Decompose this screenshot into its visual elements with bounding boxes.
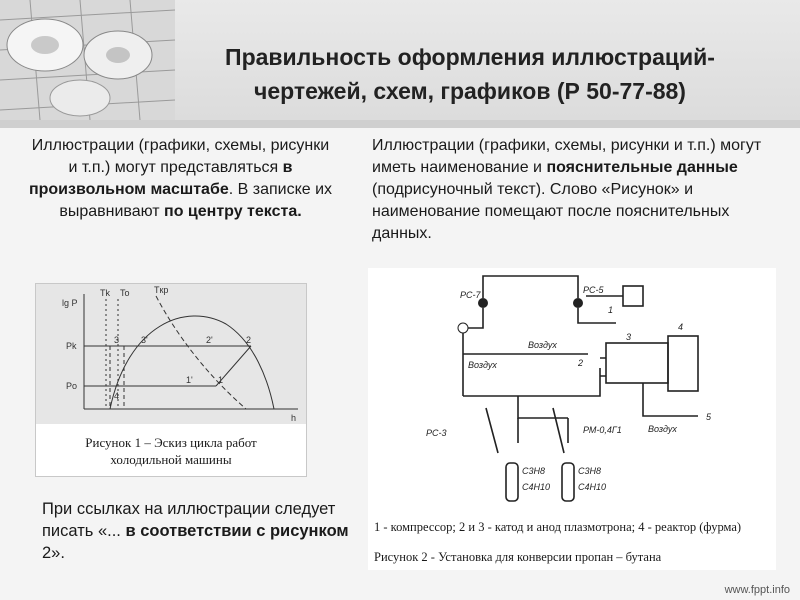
gas-c4h10-left: C4H10: [522, 482, 551, 492]
air-label-1: Воздух: [528, 340, 557, 350]
emphasis-reference: в соответствии с рисунком: [125, 522, 349, 540]
right-paragraph: Иллюстрации (графики, схемы, рисунки и т.п.) могут иметь наименование и пояснительные данные (подрисуночный текст). Слово «Рисунок» и наименование помещают после пояснительных данных.: [372, 137, 762, 242]
point-4-label: 4: [114, 391, 120, 401]
header: [0, 0, 800, 120]
gas-c3h8-left: C3H8: [522, 466, 546, 476]
point-1-label: 1: [218, 375, 224, 385]
point-2-label: 2: [246, 335, 252, 345]
figure-1-plot: [36, 284, 306, 424]
footer-site: www.fppt.info: [724, 584, 790, 596]
figure-1-caption: Рисунок 1 – Эскиз цикла работ холодильной машины: [85, 435, 257, 467]
figure-2-caption: Рисунок 2 - Установка для конверсии пропан – бутана: [374, 550, 662, 564]
component-2-label: 2: [578, 358, 584, 368]
point-3prime-label: 3': [141, 335, 148, 345]
left-paragraph: Иллюстрации (графики, схемы, рисунки и т.п.) могут представляться в произвольном масштабе. В записке их выравнивают по центру текста.: [28, 137, 333, 220]
gas-c4h10-right: C4H10: [578, 482, 607, 492]
component-1-label: 1: [608, 305, 614, 315]
x-axis-label: h: [291, 413, 297, 423]
tk-label: Tk: [100, 288, 110, 298]
rm-label: РМ-0,4Г1: [583, 425, 622, 435]
tkr-label: Tкр: [154, 285, 169, 295]
component-5-label: 5: [706, 412, 712, 422]
figure-1: [35, 283, 307, 477]
component-4-label: 4: [678, 322, 684, 332]
page-title: [175, 40, 765, 108]
point-2prime-label: 2': [206, 335, 213, 345]
emphasis-scale: в произвольном масштабе: [28, 159, 293, 198]
y-axis-label: lg P: [62, 298, 78, 308]
point-1prime-label: 1': [186, 375, 193, 385]
rc3-label: РС-3: [426, 428, 447, 438]
bottom-paragraph: При ссылках на иллюстрации следует писать «... в соответствии с рисунком 2».: [42, 500, 349, 562]
rc5-label: РС-5: [583, 285, 604, 295]
emphasis-center: по центру текста.: [164, 203, 302, 220]
emphasis-explanatory: пояснительные данные: [546, 159, 738, 176]
rc7-label: РС-7: [460, 290, 481, 300]
title-line-1: Правильность оформления иллюстраций-: [225, 44, 715, 70]
figure-2: [368, 268, 776, 570]
point-3-label: 3: [114, 335, 120, 345]
air-label-2: Воздух: [468, 360, 497, 370]
component-3-label: 3: [626, 332, 632, 342]
to-label: To: [120, 288, 130, 298]
gas-c3h8-right: C3H8: [578, 466, 602, 476]
refrigeration-cycle-diagram: [36, 284, 306, 424]
conversion-setup-diagram: [368, 268, 776, 513]
air-label-3: Воздух: [648, 424, 677, 434]
po-label: Po: [66, 381, 78, 391]
divider-band: [0, 120, 800, 128]
header-blueprint-image: [0, 0, 175, 120]
title-line-2: чертежей, схем, графиков (Р 50-77-88): [254, 78, 686, 104]
pk-label: Pk: [66, 341, 77, 351]
figure-2-legend: 1 - компрессор; 2 и 3 - катод и анод плазмотрона; 4 - реактор (фурма): [374, 520, 742, 534]
blueprint-rolls-icon: [0, 0, 175, 120]
